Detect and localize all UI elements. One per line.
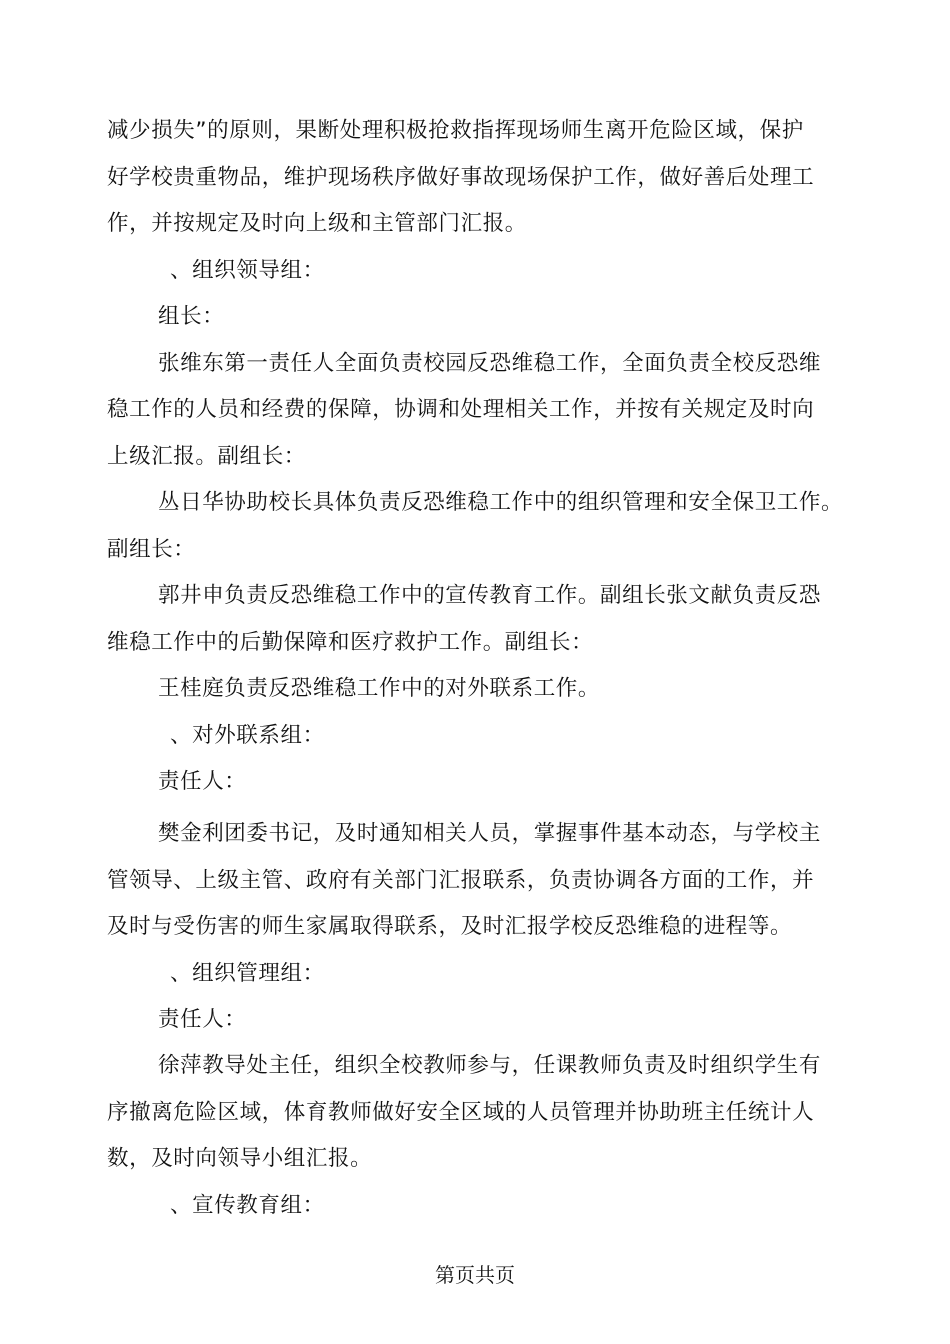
section-heading: 、对外联系组： xyxy=(170,723,325,748)
body-text-line: 作，并按规定及时向上级和主管部门汇报。 xyxy=(107,211,527,236)
body-text-line: 稳工作的人员和经费的保障，协调和处理相关工作，并按有关规定及时向 xyxy=(107,397,815,422)
role-label: 副组长： xyxy=(107,537,196,562)
body-text-line: 好学校贵重物品，维护现场秩序做好事故现场保护工作，做好善后处理工 xyxy=(107,165,815,190)
role-label: 组长： xyxy=(158,304,225,329)
body-text-line: 数，及时向领导小组汇报。 xyxy=(107,1146,373,1171)
body-text-line: 及时与受伤害的师生家属取得联系，及时汇报学校反恐维稳的进程等。 xyxy=(107,914,793,939)
role-label: 责任人： xyxy=(158,769,247,794)
body-text-line: 丛日华协助校长具体负责反恐维稳工作中的组织管理和安全保卫工作。 xyxy=(158,490,844,515)
page-footer: 第页共页 xyxy=(435,1263,515,1287)
body-text-line: 序撤离危险区域，体育教师做好安全区域的人员管理并协助班主任统计人 xyxy=(107,1100,815,1125)
body-text-line: 樊金利团委书记，及时通知相关人员，掌握事件基本动态，与学校主 xyxy=(158,821,822,846)
section-heading: 、宣传教育组： xyxy=(170,1193,325,1218)
section-heading: 、组织管理组： xyxy=(170,961,325,986)
section-heading: 、组织领导组： xyxy=(170,258,325,283)
role-label: 责任人： xyxy=(158,1007,247,1032)
body-text-line: 张维东第一责任人全面负责校园反恐维稳工作，全面负责全校反恐维 xyxy=(158,351,822,376)
body-text-line: 管领导、上级主管、政府有关部门汇报联系，负责协调各方面的工作，并 xyxy=(107,868,815,893)
body-text-line: 王桂庭负责反恐维稳工作中的对外联系工作。 xyxy=(158,676,601,701)
body-text-line: 上级汇报。副组长： xyxy=(107,444,306,469)
body-text-line: 减少损失”的原则，果断处理积极抢救指挥现场师生离开危险区域，保护 xyxy=(107,118,804,143)
body-text-line: 郭井申负责反恐维稳工作中的宣传教育工作。副组长张文献负责反恐 xyxy=(158,583,822,608)
body-text-line: 维稳工作中的后勤保障和医疗救护工作。副组长： xyxy=(107,630,594,655)
body-text-line: 徐萍教导处主任，组织全校教师参与，任课教师负责及时组织学生有 xyxy=(158,1053,822,1078)
